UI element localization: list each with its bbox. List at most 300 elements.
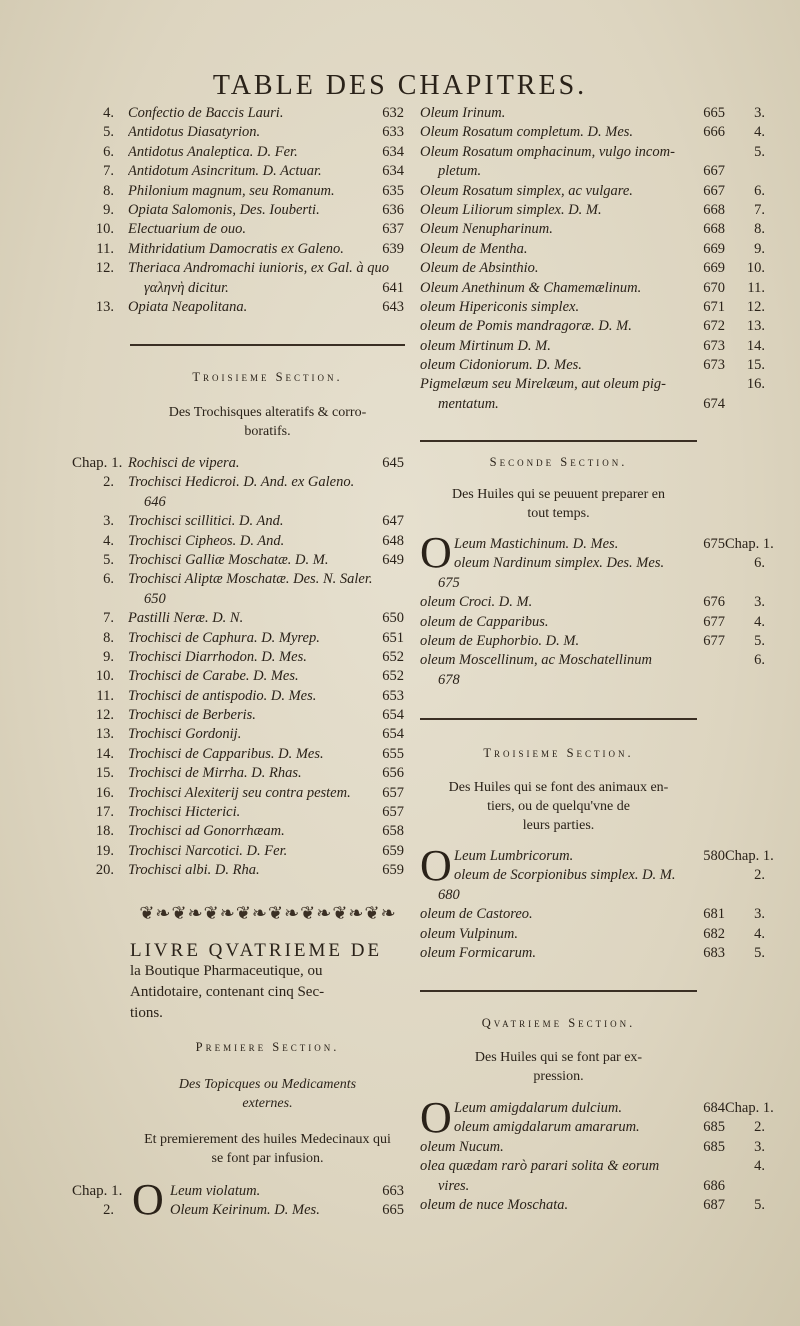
- entry-page: 632: [382, 105, 404, 121]
- section-heading: Troisieme Section.: [483, 746, 634, 760]
- entry-title: Trochisci de Caphura. D. Myrep.: [128, 629, 320, 646]
- toc-entry: [80, 551, 410, 570]
- section-subtitle: [130, 1075, 405, 1113]
- toc-entry: [420, 182, 765, 201]
- entry-number: 7.: [103, 610, 114, 627]
- entry-title: Trochisci Narcotici. D. Fer.: [128, 842, 288, 859]
- toc-entry: [80, 259, 410, 278]
- entry-title: 678: [438, 671, 460, 688]
- entry-title: oleum de Castoreo.: [420, 906, 533, 923]
- entry-title: Trochisci de Berberis.: [128, 707, 256, 724]
- entry-number: 4.: [754, 613, 765, 630]
- entry-page: 648: [382, 532, 404, 549]
- toc-entry: [420, 356, 765, 375]
- entry-page: 671: [703, 298, 725, 315]
- seconde-list: [420, 528, 774, 690]
- entry-page: 635: [382, 182, 404, 199]
- entry-page: 684: [703, 1100, 725, 1116]
- toc-entry: [420, 1177, 765, 1196]
- toc-entry: [420, 395, 765, 414]
- toc-entry: [420, 886, 765, 905]
- toc-entry: [420, 1157, 765, 1176]
- entry-page: 650: [382, 610, 404, 627]
- toc-entry: [420, 671, 765, 690]
- entry-number: 6.: [754, 652, 765, 669]
- ornament-band: ❦❧❦❧❦❧❦❧❦❧❦❧❦❧❦❧: [139, 903, 397, 923]
- entry-number: 10.: [95, 668, 114, 685]
- section-rule: [130, 344, 405, 346]
- entry-number: Chap. 1.: [725, 536, 774, 552]
- entry-title: Leum Lumbricorum.: [454, 848, 574, 864]
- entry-title: Leum amigdalarum dulcium.: [454, 1100, 622, 1116]
- entry-page: 633: [382, 124, 404, 141]
- entry-title: Oleum Rosatum omphacinum, vulgo incom-: [420, 143, 675, 160]
- section-description-line: tiers, ou de quelqu'vne de: [487, 799, 630, 814]
- entry-page: 649: [382, 551, 404, 568]
- entry-number: 5.: [103, 124, 114, 141]
- entry-number: 6.: [754, 555, 765, 572]
- toc-entry: [72, 1182, 410, 1201]
- entry-title: Trochisci Alexiterij seu contra pestem.: [128, 784, 351, 801]
- toc-entry: [80, 201, 410, 220]
- entry-page: 654: [382, 726, 404, 743]
- toc-entry: [80, 784, 410, 803]
- entry-page: 641: [382, 279, 404, 296]
- entry-number: 15.: [746, 357, 765, 374]
- entry-page: 652: [382, 648, 404, 665]
- toc-entry: [420, 143, 765, 162]
- book-heading-line: Antidotaire, contenant cinq Sec-: [130, 984, 325, 1000]
- section-heading: Qvatrieme Section.: [481, 1016, 636, 1030]
- entry-title: Oleum Liliorum simplex. D. M.: [420, 201, 602, 218]
- toc-entry: [80, 745, 410, 764]
- entry-number: 3.: [754, 1138, 765, 1155]
- toc-entry: [80, 764, 410, 783]
- toc-entry: [80, 648, 410, 667]
- entry-number: 2.: [754, 867, 765, 884]
- toc-entry: [420, 1196, 765, 1215]
- toc-entry: [80, 861, 410, 880]
- entry-number: Chap. 1.: [72, 1183, 123, 1199]
- entry-title: Trochisci albi. D. Rha.: [128, 862, 260, 879]
- entry-title: Oleum Nenupharinum.: [420, 221, 553, 238]
- entry-title: pletum.: [438, 163, 482, 180]
- entry-number: 19.: [95, 842, 114, 859]
- entry-number: 8.: [103, 182, 114, 199]
- entry-page: 666: [703, 124, 725, 141]
- entry-page: 665: [703, 105, 725, 121]
- entry-page: 667: [703, 163, 725, 180]
- entry-page: 673: [703, 337, 725, 354]
- toc-entry: [420, 259, 765, 278]
- entry-number: 3.: [754, 906, 765, 923]
- entry-page: 672: [703, 318, 725, 335]
- entry-title: Antidotus Analeptica. D. Fer.: [128, 143, 298, 160]
- section-subtitle-line: externes.: [242, 1096, 293, 1111]
- entry-number: Chap. 1.: [725, 1100, 774, 1116]
- entry-page: 580: [703, 848, 725, 864]
- entry-title: Opiata Salomonis, Des. Iouberti.: [128, 201, 320, 218]
- entry-title: oleum de nuce Moschata.: [420, 1196, 569, 1213]
- entry-title: Trochisci ad Gonorrhæam.: [128, 823, 285, 840]
- entry-number: Chap. 1.: [725, 848, 774, 864]
- entry-page: 643: [382, 298, 404, 315]
- entry-title: oleum Moscellinum, ac Moschatellinum: [420, 652, 652, 669]
- entry-title: olea quædam rarò parari solita & eorum: [420, 1158, 660, 1175]
- entry-number: 13.: [746, 318, 765, 335]
- book-heading-line: la Boutique Pharmaceutique, ou: [130, 963, 323, 979]
- entry-number: Chap. 1.: [72, 455, 123, 471]
- entry-number: 14.: [746, 337, 765, 354]
- entry-page: 681: [703, 906, 725, 923]
- book-heading-line: LIVRE QVATRIEME DE: [130, 940, 383, 961]
- entry-page: 652: [382, 668, 404, 685]
- entry-title: Oleum Rosatum completum. D. Mes.: [420, 124, 634, 141]
- entry-number: 2.: [103, 474, 114, 491]
- entry-title: Trochisci Gordonij.: [128, 726, 242, 743]
- toc-entry: [420, 866, 765, 885]
- entry-number: 10.: [95, 221, 114, 238]
- entry-number: 11.: [96, 240, 114, 257]
- toc-entry: [80, 609, 410, 628]
- entry-number: 6.: [103, 143, 114, 160]
- entry-title: Electuarium de ouo.: [128, 221, 246, 238]
- toc-entry: [80, 532, 410, 551]
- toc-entry: [80, 822, 410, 841]
- section-description-line: Des Huiles qui se peuuent preparer en: [451, 487, 666, 502]
- toc-entry: [80, 473, 410, 492]
- entry-title: Mithridatium Damocratis ex Galeno.: [128, 240, 344, 257]
- entry-number: 8.: [103, 629, 114, 646]
- entry-title: oleum de Capparibus.: [420, 613, 549, 630]
- entry-title: oleum Formicarum.: [420, 944, 536, 961]
- entry-title: oleum de Pomis mandragoræ. D. M.: [420, 318, 632, 335]
- entry-number: 18.: [95, 823, 114, 840]
- toc-entry: [420, 1138, 765, 1157]
- entry-number: 12.: [95, 707, 114, 724]
- premiere-list: [72, 1175, 410, 1224]
- entry-page: 668: [703, 221, 725, 238]
- entry-title: Leum violatum.: [170, 1183, 261, 1199]
- right-top-list: [420, 104, 765, 414]
- entry-title: 650: [144, 590, 166, 607]
- entry-title: oleum de Euphorbio. D. M.: [420, 632, 580, 649]
- entry-number: 9.: [103, 648, 114, 665]
- entry-page: 659: [382, 842, 404, 859]
- entry-page: 685: [703, 1138, 725, 1155]
- entry-title: Confectio de Baccis Lauri.: [128, 105, 284, 121]
- toc-entry: [80, 590, 410, 609]
- toc-entry: [420, 123, 765, 142]
- section-description-line: se font par infusion.: [211, 1151, 324, 1166]
- toc-entry: [80, 803, 410, 822]
- section-description: [120, 1130, 415, 1168]
- entry-page: 669: [703, 240, 725, 257]
- section-description-line: Et premierement des huiles Medecinaux qui: [144, 1132, 391, 1147]
- entry-title: Oleum de Mentha.: [420, 240, 528, 257]
- toc-entry: [80, 279, 410, 298]
- entry-title: Leum Mastichinum. D. Mes.: [454, 536, 619, 552]
- entry-title: Trochisci Hedicroi. D. And. ex Galeno.: [128, 474, 355, 491]
- entry-page: 647: [382, 513, 404, 530]
- toc-entry: [80, 220, 410, 239]
- toc-entry: [80, 240, 410, 259]
- entry-number: 8.: [754, 221, 765, 238]
- entry-number: 3.: [754, 105, 765, 121]
- toc-entry: [420, 613, 765, 632]
- entry-page: 685: [703, 1119, 725, 1136]
- toc-entry: [420, 905, 765, 924]
- entry-number: 11.: [747, 279, 765, 296]
- toc-entry: [80, 493, 410, 512]
- entry-page: 657: [382, 804, 404, 821]
- entry-number: 5.: [754, 143, 765, 160]
- toc-entry: [420, 240, 765, 259]
- entry-title: Rochisci de vipera.: [128, 455, 240, 471]
- toc-entry: [420, 317, 765, 336]
- toc-entry: [420, 220, 765, 239]
- toc-entry: [420, 632, 765, 651]
- toc-entry: [420, 1118, 765, 1137]
- entry-number: 4.: [754, 124, 765, 141]
- entry-page: 667: [703, 182, 725, 199]
- toc-entry: [80, 706, 410, 725]
- entry-page: 687: [703, 1196, 725, 1213]
- entry-title: Trochisci Hicterici.: [128, 804, 241, 821]
- section-description: [420, 1048, 697, 1086]
- entry-page: 659: [382, 862, 404, 879]
- entry-title: Pigmelæum seu Mirelæum, aut oleum pig-: [420, 376, 666, 393]
- entry-page: 677: [703, 613, 725, 630]
- section-heading: Troisieme Section.: [192, 370, 343, 384]
- entry-title: Theriaca Andromachi iunioris, ex Gal. à quo: [128, 260, 389, 277]
- entry-number: 7.: [103, 163, 114, 180]
- toc-entry: [420, 162, 765, 181]
- section-description-line: tout temps.: [527, 506, 590, 521]
- entry-title: Oleum Rosatum simplex, ac vulgare.: [420, 182, 633, 199]
- section-description-line: Des Trochisques alteratifs & corro-: [168, 405, 367, 420]
- left-top-list: [80, 104, 410, 317]
- section-description-line: Des Huiles qui se font par ex-: [474, 1050, 643, 1065]
- entry-number: 6.: [103, 571, 114, 588]
- toc-entry: [420, 298, 765, 317]
- entry-page: 675: [703, 536, 725, 552]
- entry-page: 673: [703, 357, 725, 374]
- section-heading: Seconde Section.: [489, 455, 628, 469]
- section-description-line: leurs parties.: [522, 818, 595, 833]
- entry-page: 634: [382, 143, 404, 160]
- entry-number: 16.: [746, 376, 765, 393]
- toc-entry: [420, 925, 765, 944]
- entry-page: 654: [382, 707, 404, 724]
- quatrieme-list: [420, 1093, 774, 1215]
- entry-title: Trochisci de Carabe. D. Mes.: [128, 668, 299, 685]
- entry-number: 16.: [95, 784, 114, 801]
- section-description-line: Des Huiles qui se font des animaux en-: [448, 780, 669, 795]
- entry-page: 645: [382, 455, 404, 471]
- entry-title: Trochisci Diarrhodon. D. Mes.: [128, 648, 307, 665]
- entry-number: 9.: [103, 201, 114, 218]
- entry-number: 5.: [754, 632, 765, 649]
- section-description-line: boratifs.: [244, 424, 291, 439]
- section-description-line: pression.: [533, 1069, 584, 1084]
- entry-number: 5.: [754, 1196, 765, 1213]
- section-description: [420, 485, 697, 523]
- trochisci-list: [72, 454, 410, 881]
- entry-number: 11.: [96, 687, 114, 704]
- entry-title: Pastilli Neræ. D. N.: [128, 610, 244, 627]
- section-description: [130, 403, 405, 441]
- toc-entry: [420, 944, 765, 963]
- toc-entry: [80, 1201, 410, 1220]
- entry-title: oleum de Scorpionibus simplex. D. M.: [454, 867, 676, 884]
- toc-entry: [420, 1099, 774, 1118]
- toc-entry: [80, 842, 410, 861]
- entry-title: Trochisci de Capparibus. D. Mes.: [128, 745, 324, 762]
- entry-page: 674: [703, 395, 725, 412]
- entry-title: Trochisci Cipheos. D. And.: [128, 532, 285, 549]
- entry-number: 14.: [95, 745, 114, 762]
- entry-page: 669: [703, 260, 725, 277]
- entry-title: Opiata Neapolitana.: [128, 298, 248, 315]
- entry-number: 12.: [95, 260, 114, 277]
- entry-title: mentatum.: [438, 395, 499, 412]
- book-heading: [130, 940, 415, 1024]
- entry-title: vires.: [438, 1177, 470, 1194]
- entry-title: oleum Nucum.: [420, 1138, 504, 1155]
- section-description: [420, 778, 697, 835]
- entry-number: 17.: [95, 804, 114, 821]
- entry-title: Antidotus Diasatyrion.: [128, 124, 261, 141]
- drop-cap-initial: O: [420, 1093, 452, 1142]
- entry-number: 4.: [103, 105, 114, 121]
- page-title: TABLE DES CHAPITRES.: [212, 70, 588, 101]
- section-rule: [420, 440, 697, 442]
- entry-number: 10.: [746, 260, 765, 277]
- entry-number: 3.: [103, 513, 114, 530]
- entry-page: 651: [382, 629, 404, 646]
- entry-page: 639: [382, 240, 404, 257]
- entry-number: 2.: [754, 1119, 765, 1136]
- entry-number: 5.: [103, 551, 114, 568]
- entry-page: 655: [382, 745, 404, 762]
- entry-title: Trochisci Aliptæ Moschatæ. Des. N. Saler.: [128, 571, 373, 588]
- entry-page: 686: [703, 1177, 725, 1194]
- entry-title: Trochisci Galliæ Moschatæ. D. M.: [128, 551, 329, 568]
- entry-number: 15.: [95, 765, 114, 782]
- entry-number: 4.: [103, 532, 114, 549]
- entry-title: oleum Hipericonis simplex.: [420, 298, 580, 315]
- entry-title: oleum Nardinum simplex. Des. Mes.: [454, 555, 665, 572]
- toc-entry: [80, 162, 410, 181]
- entry-title: oleum Mirtinum D. M.: [420, 337, 551, 354]
- entry-page: 668: [703, 201, 725, 218]
- toc-entry: [420, 201, 765, 220]
- toc-entry: [80, 570, 410, 589]
- entry-title: Trochisci de Mirrha. D. Rhas.: [128, 765, 302, 782]
- toc-entry: [80, 104, 410, 123]
- drop-cap-initial: O: [132, 1175, 164, 1224]
- entry-title: Oleum Keirinum. D. Mes.: [170, 1202, 320, 1219]
- entry-number: 4.: [754, 925, 765, 942]
- entry-number: 5.: [754, 944, 765, 961]
- entry-title: Philonium magnum, seu Romanum.: [128, 182, 335, 199]
- toc-entry: [420, 651, 765, 670]
- entry-page: 676: [703, 594, 725, 611]
- troisieme-list: [420, 841, 774, 963]
- entry-page: 663: [382, 1183, 404, 1199]
- toc-entry: [420, 375, 765, 394]
- entry-title: 646: [144, 493, 166, 510]
- drop-cap-initial: O: [420, 841, 452, 890]
- entry-number: 7.: [754, 201, 765, 218]
- toc-entry: [80, 123, 410, 142]
- toc-entry: [80, 687, 410, 706]
- entry-number: 4.: [754, 1158, 765, 1175]
- toc-entry: [80, 298, 410, 317]
- entry-title: Oleum Irinum.: [420, 105, 506, 121]
- toc-entry: [80, 182, 410, 201]
- entry-title: Antidotum Asincritum. D. Actuar.: [128, 163, 322, 180]
- entry-page: 665: [382, 1202, 404, 1219]
- entry-page: 683: [703, 944, 725, 961]
- entry-number: 6.: [754, 182, 765, 199]
- entry-title: oleum amigdalarum amararum.: [454, 1119, 640, 1136]
- toc-entry: [420, 554, 765, 573]
- toc-entry: [420, 279, 765, 298]
- entry-number: 2.: [103, 1202, 114, 1219]
- entry-page: 677: [703, 632, 725, 649]
- entry-page: 634: [382, 163, 404, 180]
- entry-page: 636: [382, 201, 404, 218]
- toc-entry: [420, 535, 774, 554]
- entry-page: 656: [382, 765, 404, 782]
- toc-entry: [420, 574, 765, 593]
- entry-title: 675: [438, 574, 460, 591]
- entry-title: oleum Croci. D. M.: [420, 594, 533, 611]
- entry-page: 657: [382, 784, 404, 801]
- book-heading-line: tions.: [130, 1005, 163, 1021]
- toc-entry: [80, 143, 410, 162]
- toc-entry: [80, 725, 410, 744]
- entry-title: Oleum Anethinum & Chamemælinum.: [420, 279, 642, 296]
- entry-number: 12.: [746, 298, 765, 315]
- entry-title: Trochisci scillitici. D. And.: [128, 513, 284, 530]
- toc-entry: [80, 667, 410, 686]
- entry-title: oleum Cidoniorum. D. Mes.: [420, 357, 582, 374]
- entry-title: oleum Vulpinum.: [420, 925, 518, 942]
- toc-entry: [72, 454, 410, 473]
- entry-title: γαληνὴ dicitur.: [144, 279, 229, 296]
- entry-number: 9.: [754, 240, 765, 257]
- toc-entry: [420, 337, 765, 356]
- drop-cap-initial: O: [420, 528, 452, 577]
- entry-number: 13.: [95, 298, 114, 315]
- toc-entry: [80, 629, 410, 648]
- entry-page: 653: [382, 687, 404, 704]
- toc-entry: [80, 512, 410, 531]
- entry-page: 658: [382, 823, 404, 840]
- entry-number: 3.: [754, 594, 765, 611]
- toc-entry: [420, 847, 774, 866]
- entry-title: Oleum de Absinthio.: [420, 260, 539, 277]
- entry-page: 637: [382, 221, 404, 238]
- entry-page: 682: [703, 925, 725, 942]
- section-rule: [420, 718, 697, 720]
- entry-page: 670: [703, 279, 725, 296]
- toc-entry: [420, 593, 765, 612]
- entry-title: Trochisci de antispodio. D. Mes.: [128, 687, 317, 704]
